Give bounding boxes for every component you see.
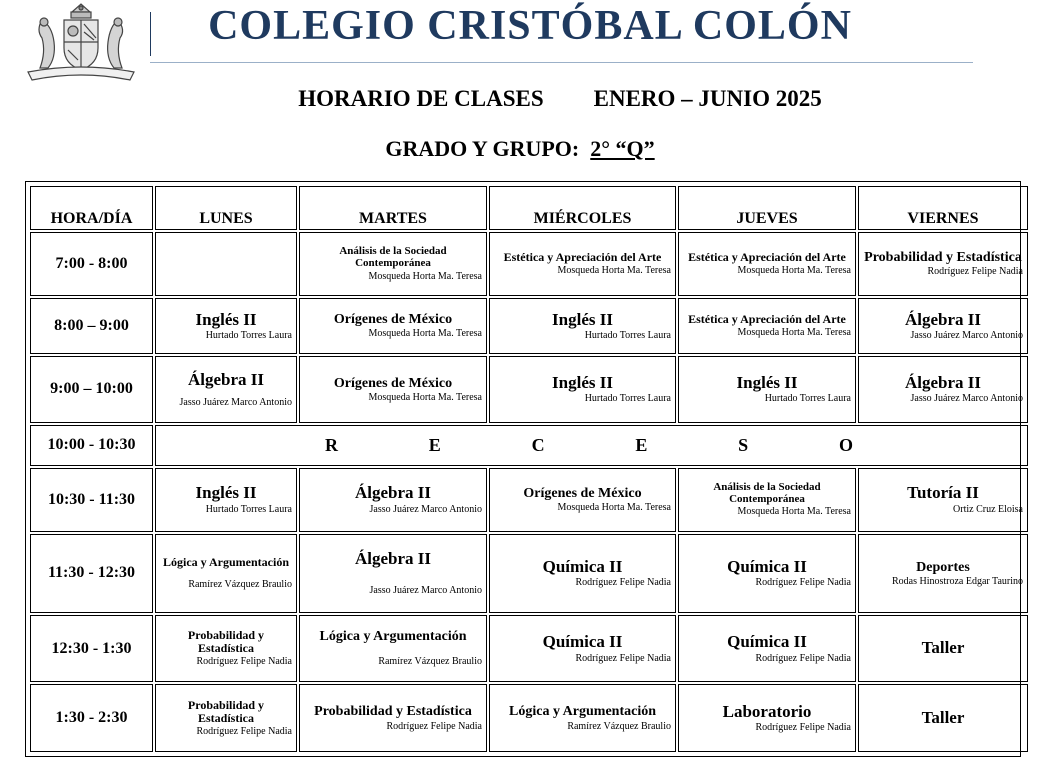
class-cell: [678, 534, 856, 613]
teacher: Rodríguez Felipe Nadia: [196, 725, 292, 737]
time-slot: 12:30 - 1:30: [30, 615, 153, 683]
teacher: Hurtado Torres Laura: [584, 330, 671, 342]
subject: Álgebra II: [354, 483, 432, 503]
class-cell-empty: [155, 232, 297, 296]
subject: Probabilidad y Estadística: [187, 628, 265, 656]
teacher: Rodríguez Felipe Nadia: [196, 656, 292, 668]
group-label: GRADO Y GRUPO:: [385, 136, 580, 161]
subject: Inglés II: [195, 483, 257, 503]
class-cell: [858, 356, 1028, 423]
class-cell: [489, 534, 676, 613]
class-cell: [489, 232, 676, 296]
teacher: Ramírez Vázquez Braulio: [188, 579, 292, 591]
time-slot: 11:30 - 12:30: [30, 534, 153, 613]
group-line: [250, 136, 790, 162]
recess-letter: S: [738, 434, 749, 455]
class-cell: [155, 615, 297, 683]
teacher: Rodríguez Felipe Nadia: [755, 722, 851, 734]
table-row: [30, 534, 1028, 613]
table-row: [30, 684, 1028, 752]
recess-letter: E: [428, 434, 441, 455]
subject: Probabilidad y Estadística: [187, 698, 265, 725]
subject: Química II: [542, 556, 623, 576]
class-cell: [299, 615, 487, 683]
schedule-title: [210, 86, 910, 112]
class-cell: [678, 298, 856, 354]
teacher: Mosqueda Horta Ma. Teresa: [557, 502, 671, 514]
subject: Probabilidad y Estadística: [864, 250, 1022, 266]
subject: Álgebra II: [354, 549, 432, 569]
class-cell: [155, 356, 297, 423]
class-cell: [299, 684, 487, 752]
teacher: Hurtado Torres Laura: [584, 393, 671, 405]
subject: Inglés II: [552, 373, 613, 393]
teacher: Hurtado Torres Laura: [764, 393, 851, 405]
class-cell: [858, 534, 1028, 613]
teacher: Mosqueda Horta Ma. Teresa: [368, 391, 482, 403]
teacher: Ramírez Vázquez Braulio: [567, 720, 671, 732]
group-value: 2° “Q”: [590, 136, 655, 161]
col-header-monday: LUNES: [155, 186, 297, 230]
teacher: Ortiz Cruz Eloisa: [953, 503, 1023, 515]
teacher: Rodríguez Felipe Nadia: [575, 577, 671, 589]
teacher: Mosqueda Horta Ma. Teresa: [737, 506, 851, 518]
title-rule: [150, 62, 973, 63]
subject: Álgebra II: [904, 373, 982, 393]
subject: Deportes: [916, 559, 970, 575]
table-row: [30, 232, 1028, 296]
time-slot: 1:30 - 2:30: [30, 684, 153, 752]
class-cell: [858, 298, 1028, 354]
class-cell: [489, 684, 676, 752]
subject: Álgebra II: [904, 309, 982, 329]
table-row: [30, 468, 1028, 532]
teacher: Ramírez Vázquez Braulio: [378, 656, 482, 668]
class-cell: [489, 468, 676, 532]
subject: Orígenes de México: [333, 312, 453, 328]
teacher: Rodríguez Felipe Nadia: [755, 652, 851, 664]
class-cell: [299, 232, 487, 296]
col-header-thursday: JUEVES: [678, 186, 856, 230]
class-cell: [678, 468, 856, 532]
teacher: Rodas Hinostroza Edgar Taurino: [891, 575, 1023, 587]
class-cell: [678, 356, 856, 423]
class-cell: [155, 534, 297, 613]
teacher: Rodríguez Felipe Nadia: [927, 266, 1023, 278]
table-row: [30, 356, 1028, 423]
teacher: Mosqueda Horta Ma. Teresa: [368, 328, 482, 340]
class-cell: [858, 615, 1028, 683]
class-cell: [858, 684, 1028, 752]
subject: Lógica y Argumentación: [163, 555, 289, 570]
school-name: COLEGIO CRISTÓBAL COLÓN: [208, 3, 852, 49]
subject: Estética y Apreciación del Arte: [688, 312, 846, 327]
subject: Estética y Apreciación del Arte: [688, 250, 846, 265]
class-cell: [489, 615, 676, 683]
subject: Inglés II: [552, 309, 613, 329]
teacher: Mosqueda Horta Ma. Teresa: [737, 265, 851, 277]
time-slot: 10:30 - 11:30: [30, 468, 153, 532]
teacher: Jasso Juárez Marco Antonio: [369, 503, 482, 515]
table-row: [30, 298, 1028, 354]
teacher: Mosqueda Horta Ma. Teresa: [737, 327, 851, 339]
class-cell: [299, 468, 487, 532]
subject: Álgebra II: [187, 369, 265, 389]
teacher: Mosqueda Horta Ma. Teresa: [368, 270, 482, 282]
subject: Análisis de la Sociedad Contemporánea: [713, 480, 821, 505]
school-crest-logo: [22, 2, 140, 86]
teacher: Jasso Juárez Marco Antonio: [910, 393, 1023, 405]
teacher: Hurtado Torres Laura: [205, 503, 292, 515]
teacher: Mosqueda Horta Ma. Teresa: [557, 265, 671, 277]
subject: Química II: [727, 556, 807, 576]
schedule-table: [25, 181, 1021, 757]
class-cell: [858, 232, 1028, 296]
recess-letter: R: [325, 434, 338, 455]
class-cell: [678, 684, 856, 752]
teacher: Rodríguez Felipe Nadia: [575, 652, 671, 664]
class-cell: [155, 298, 297, 354]
recess-letter: E: [635, 434, 648, 455]
teacher: Jasso Juárez Marco Antonio: [179, 396, 292, 408]
class-cell: [299, 298, 487, 354]
class-cell: [155, 468, 297, 532]
subject: Inglés II: [195, 309, 257, 329]
time-slot: 9:00 – 10:00: [30, 356, 153, 423]
class-cell: [678, 232, 856, 296]
subject: Inglés II: [736, 373, 798, 393]
table-row: [30, 615, 1028, 683]
recess-label: [160, 435, 1023, 456]
recess-letter: C: [531, 434, 545, 455]
subject: Química II: [727, 632, 807, 652]
recess-cell: [155, 425, 1028, 466]
teacher: Rodríguez Felipe Nadia: [755, 577, 851, 589]
subject: Taller: [921, 708, 965, 728]
class-cell: [489, 298, 676, 354]
class-cell: [299, 534, 487, 613]
subject: Probabilidad y Estadística: [314, 704, 472, 720]
schedule-heading: HORARIO DE CLASES: [298, 86, 544, 111]
class-cell: [155, 684, 297, 752]
schedule-period: ENERO – JUNIO 2025: [593, 86, 822, 111]
subject: Orígenes de México: [523, 486, 642, 502]
subject: Análisis de la Sociedad Contemporánea: [339, 244, 447, 269]
col-header-wednesday: MIÉRCOLES: [489, 186, 676, 230]
recess-letter: O: [838, 434, 853, 455]
subject: Lógica y Argumentación: [509, 704, 656, 720]
teacher: Jasso Juárez Marco Antonio: [369, 584, 482, 596]
col-header-friday: VIERNES: [858, 186, 1028, 230]
teacher: Jasso Juárez Marco Antonio: [910, 330, 1023, 342]
class-cell: [299, 356, 487, 423]
subject: Taller: [921, 638, 965, 658]
teacher: Rodríguez Felipe Nadia: [386, 720, 482, 732]
subject: Laboratorio: [722, 701, 812, 721]
time-slot: 8:00 – 9:00: [30, 298, 153, 354]
col-header-tuesday: MARTES: [299, 186, 487, 230]
table-row-recess: [30, 425, 1028, 466]
subject: Tutoría II: [907, 483, 979, 503]
col-header-hour: HORA/DÍA: [30, 186, 153, 230]
time-slot: 7:00 - 8:00: [30, 232, 153, 296]
class-cell: [489, 356, 676, 423]
class-cell: [858, 468, 1028, 532]
subject: Química II: [542, 632, 623, 652]
subject: Orígenes de México: [333, 375, 453, 391]
subject: Estética y Apreciación del Arte: [503, 250, 662, 265]
subject: Lógica y Argumentación: [319, 629, 467, 645]
class-cell: [678, 615, 856, 683]
teacher: Hurtado Torres Laura: [205, 330, 292, 342]
time-slot: 10:00 - 10:30: [30, 425, 153, 466]
